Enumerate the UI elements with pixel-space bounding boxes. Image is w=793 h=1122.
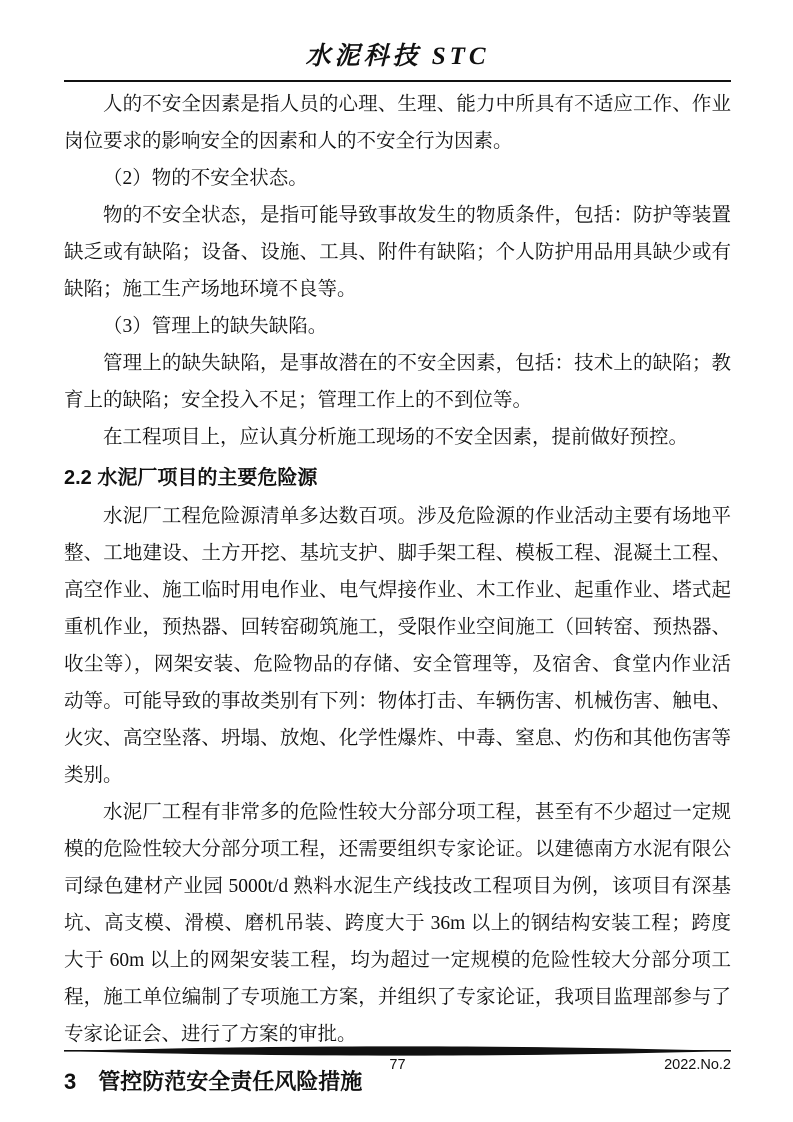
journal-title: 水泥科技 STC [305,43,490,70]
journal-header [64,40,731,82]
paragraph: （3）管理上的缺失缺陷。 [103,316,328,337]
paragraph: 物的不安全状态，是指可能导致事故发生的物质条件，包括：防护等装置缺乏或有缺陷；设备、设施、工具、附件有缺陷；个人防护用品用具缺少或有缺陷；施工生产场地环境不良等。 [64,205,731,300]
page-number: 77 [389,1057,406,1073]
paragraph: （2）物的不安全状态。 [103,168,308,189]
paragraph: 水泥厂工程危险源清单多达数百项。涉及危险源的作业活动主要有场地平整、工地建设、土方开挖、基坑支护、脚手架工程、模板工程、混凝土工程、高空作业、施工临时用电作业、电气焊接作业、木工作业、起重作业、塔式起重机作业，预热器、回转窑砌筑施工，受限作业空间施工（回转窑、预热器、收尘等），网架安装、危险物品的存储、安全管理等，及宿舍、食堂内作业活动等。可能导致的事故类别有下列：物体打击、车辆伤害、机械伤害、触电、火灾、高空坠落、坍塌、放炮、化学性爆炸、中毒、窒息、灼伤和其他伤害等类别。 [64,506,731,786]
page-footer [64,1046,731,1077]
paragraph: 管理上的缺失缺陷，是事故潜在的不安全因素，包括：技术上的缺陷；教育上的缺陷；安全投入不足；管理工作上的不到位等。 [64,353,731,411]
section-heading-2-2: 2.2 水泥厂项目的主要危险源 [64,467,318,489]
section-heading-3: 3 管控防范安全责任风险措施 [64,1069,363,1094]
page-content [64,40,731,1101]
issue-label: 2022.No.2 [664,1057,731,1073]
paragraph: 在工程项目上，应认真分析施工现场的不安全因素，提前做好预控。 [103,427,689,448]
footer-meta [64,1057,731,1077]
paragraph: 水泥厂工程有非常多的危险性较大分部分项工程，甚至有不少超过一定规模的危险性较大分部分项工程，还需要组织专家论证。以建德南方水泥有限公司绿色建材产业园 5000t/d 熟料水泥生产线技改工程项目为例，该项目有深基坑、高支模、滑模、磨机吊装、跨度大于 36m 以上的钢结构安装工程；跨度大于 60m 以上的网架安装工程，均为超过一定规模的危险性较大分部分项工程，施工单位编制了专项施工方案，并组织了专家论证，我项目监理部参与了专家论证会、进行了方案的审批。 [64,802,731,1045]
document-body [64,86,731,1101]
paragraph: 人的不安全因素是指人员的心理、生理、能力中所具有不适应工作、作业岗位要求的影响安全的因素和人的不安全行为因素。 [64,94,731,152]
footer-decorative-bar [64,1046,731,1056]
